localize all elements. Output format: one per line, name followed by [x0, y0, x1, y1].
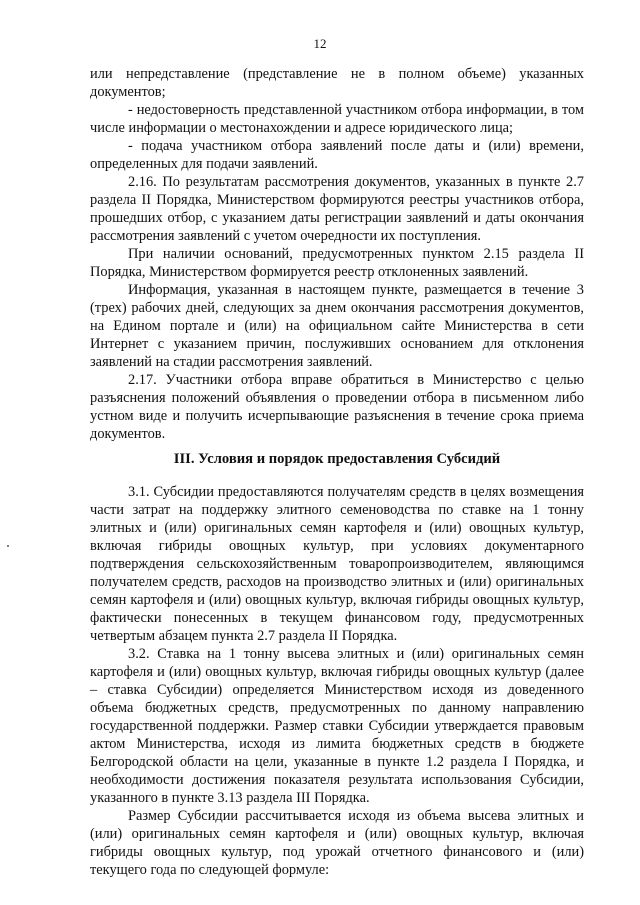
paragraph: Информация, указанная в настоящем пункте, размещается в течение 3 (трех) рабочих дней, следующих за днем окончания рассмотрения документов, на Едином портале и (или) на официальном сайте Министерства в сети Интернет с указанием причин, послуживших основанием для отклонения заявлений на стадии рассмотрения заявлений. — [90, 282, 584, 370]
paragraph: При наличии оснований, предусмотренных пунктом 2.15 раздела II Порядка, Министерством формируется реестр отклоненных заявлений. — [90, 246, 584, 280]
document-body — [90, 65, 584, 879]
page-number: 12 — [313, 36, 327, 51]
paragraph: или непредставление (представление не в полном объеме) указанных документов; — [90, 66, 584, 100]
section-heading: III. Условия и порядок предоставления Субсидий — [173, 451, 501, 467]
paragraph: - подача участником отбора заявлений после даты и (или) времени, определенных для подачи заявлений. — [90, 138, 584, 172]
paragraph: Размер Субсидии рассчитывается исходя из объема высева элитных и (или) оригинальных семян картофеля и (или) овощных культур, включая гибриды овощных культур, под урожай отчетного финансового и (или) текущего года по следующей формуле: — [90, 808, 584, 878]
paragraph: 3.2. Ставка на 1 тонну высева элитных и (или) оригинальных семян картофеля и (или) овощных культур, включая гибриды овощных культур (далее – ставка Субсидии) определяется Министерством исходя из доведенного объема бюджетных средств, предусмотренных по данному направлению государственной поддержки. Размер ставки Субсидии утверждается правовым актом Министерства, исходя из лимита бюджетных средств в бюджете Белгородской области на цели, указанные в пункте 1.2 раздела I Порядка, и необходимости достижения показателя результата использования Субсидии, указанного в пункте 3.13 раздела III Порядка. — [90, 646, 584, 806]
paragraph: 2.16. По результатам рассмотрения документов, указанных в пункте 2.7 раздела II Порядка, Министерством формируются реестры участников отбора, прошедших отбор, с указанием даты регистрации заявлений и даты окончания рассмотрения заявлений с учетом очередности их поступления. — [90, 174, 584, 244]
paragraph: - недостоверность представленной участником отбора информации, в том числе информации о местонахождении и адресе юридического лица; — [90, 102, 584, 136]
paragraph: 3.1. Субсидии предоставляются получателям средств в целях возмещения части затрат на поддержку элитного семеноводства по ставке на 1 тонну элитных и (или) оригинальных семян картофеля и (или) овощных культур, включая гибриды овощных культур, при условиях документарного подтверждения сельскохозяйственным товаропроизводителем, являющимся получателем средств, расходов на производство элитных и (или) оригинальных семян картофеля и (или) овощных культур, включая гибриды овощных культур, фактически понесенных в текущем финансовом году, предусмотренных четвертым абзацем пункта 2.7 раздела II Порядка. — [90, 484, 584, 644]
scan-mark — [7, 545, 9, 547]
paragraph: 2.17. Участники отбора вправе обратиться в Министерство с целью разъяснения положений объявления о проведении отбора в письменном либо устном виде и получить исчерпывающие разъяснения в течение срока приема документов. — [90, 372, 584, 442]
